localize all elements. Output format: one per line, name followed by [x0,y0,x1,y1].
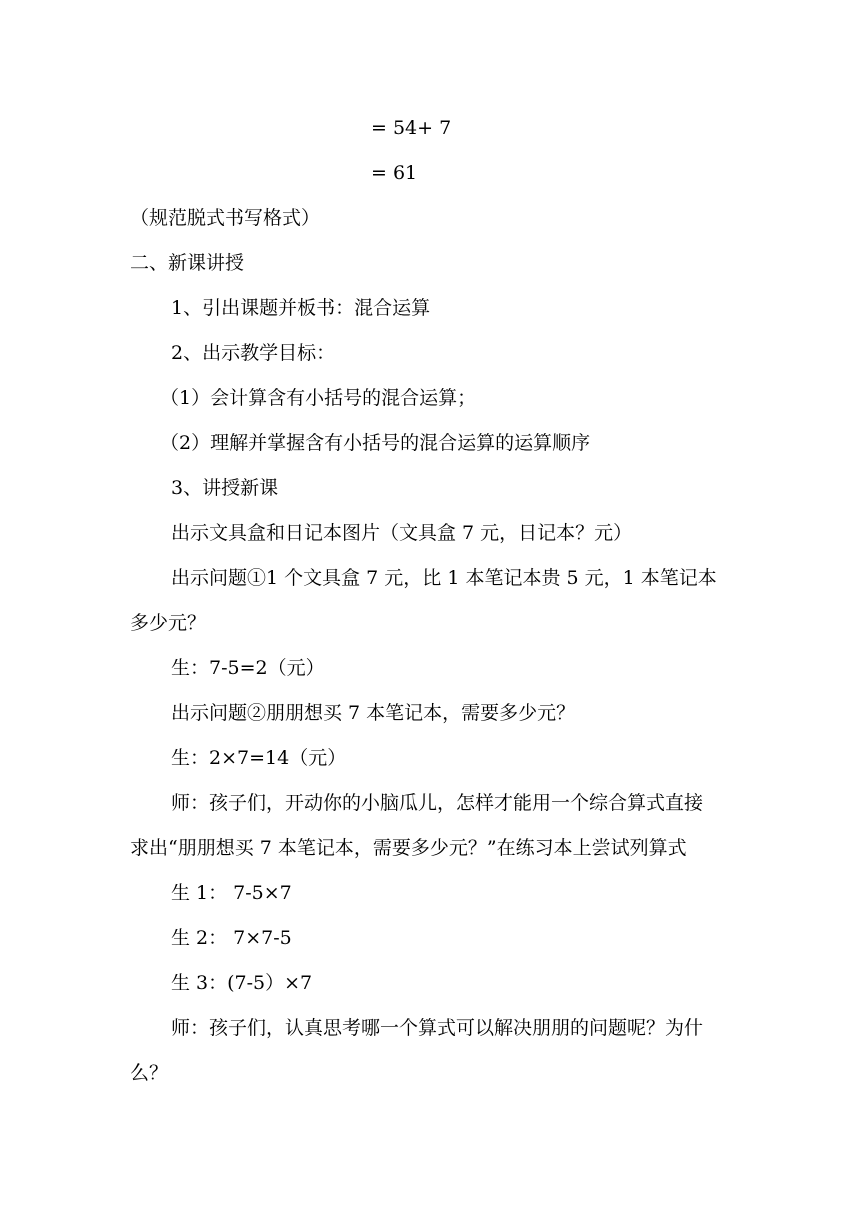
teacher-prompt: 师：孩子们，开动你的小脑瓜儿，怎样才能用一个综合算式直接 [171,792,704,814]
paragraph-show-pictures: 出示文具盒和日记本图片（文具盒 7 元，日记本？元） [171,522,633,544]
equation-line-2: = 61 [371,162,418,184]
goal-1: （1）会计算含有小括号的混合运算； [160,387,477,409]
paragraph-problem-1: 出示问题①1 个文具盒 7 元，比 1 本笔记本贵 5 元，1 本笔记本 [171,567,717,589]
paragraph-problem-2: 出示问题②朋朋想买 7 本笔记本，需要多少元？ [171,702,576,724]
student-2-expression: 生 2： 7×7-5 [171,927,292,949]
step-2: 2、出示教学目标： [171,342,336,364]
student-answer-1: 生：7-5=2（元） [171,657,325,679]
step-3: 3、讲授新课 [171,477,279,499]
section-heading: 二、新课讲授 [130,252,245,274]
student-1-expression: 生 1： 7-5×7 [171,882,292,904]
student-3-expression: 生 3：(7-5）×7 [171,972,313,994]
goal-2: （2）理解并掌握含有小括号的混合运算的运算顺序 [160,432,591,454]
equation-line-1: = 54+ 7 [371,117,452,139]
teacher-prompt-cont: 求出“朋朋想买 7 本笔记本，需要多少元？”在练习本上尝试列算式 [130,837,687,859]
teacher-question-cont: 么？ [130,1062,169,1084]
student-answer-2: 生：2×7=14（元） [171,747,347,769]
paragraph-problem-1-cont: 多少元？ [130,612,207,634]
step-1: 1、引出课题并板书：混合运算 [171,297,431,319]
format-note: （规范脱式书写格式） [130,207,321,229]
teacher-question: 师：孩子们，认真思考哪一个算式可以解决朋朋的问题呢？为什 [171,1017,704,1039]
